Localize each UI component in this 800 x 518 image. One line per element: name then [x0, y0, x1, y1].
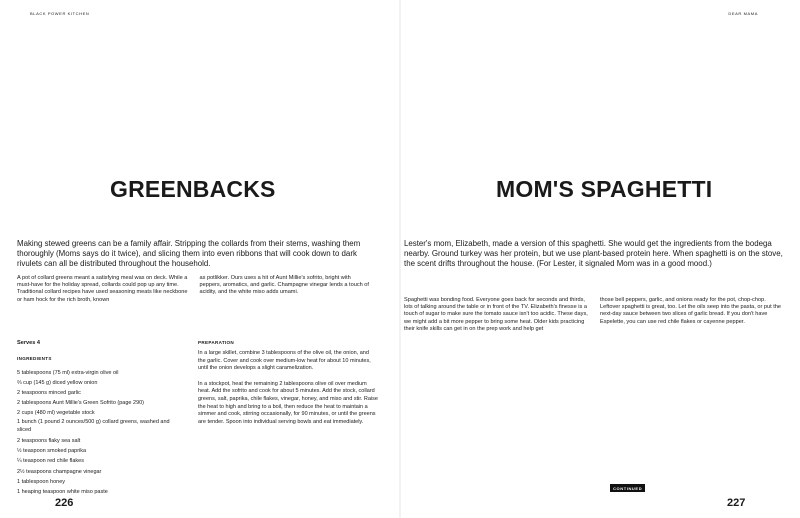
- recipe-title: GREENBACKS: [110, 176, 276, 202]
- recipe-intro: Making stewed greens can be a family affair. Stripping the collards from their stems, washing them thoroughly (Moms says do it twice), and slicing them into even ribbons that will cook down to dark rivulets can all be distributed throughout the household.: [17, 239, 361, 269]
- ingredient-item: 1 tablespoon honey: [17, 478, 66, 485]
- preparation-step: In a stockpot, heat the remaining 2 tablespoons olive oil over medium heat. Add the sofrito and cook for about 5 minutes. Add the stock, collard greens, salt, paprika, chile flakes, vinegar, honey, and miso and stir. Raise the heat to high and bring to a boil, then reduce the heat to maintain a simmer and cook, stirring occasionally, for 90 minutes, or until the greens are tender. Spoon into individual serving bowls and eat immediately.: [198, 380, 378, 425]
- ingredients-heading: INGREDIENTS: [17, 356, 52, 361]
- ingredient-item: 2 tablespoons Aunt Millie's Green Sofrito (page 290): [17, 400, 145, 407]
- ingredients-list: [17, 368, 182, 497]
- ingredient-item: 2 cups (480 ml) vegetable stock: [17, 410, 95, 417]
- headnote-column-2: those bell peppers, garlic, and onions ready for the pot, chop-chop. Leftover spaghetti is great, too. Let the oils seep into the pasta, or put the next-day sauce between two slices of garlic bread. If you don't have Espelette, you can use red chile flakes or cayenne pepper.: [600, 297, 781, 325]
- preparation-step: In a large skillet, combine 3 tablespoons of the olive oil, the onion, and the garlic. Cover and cook over medium-low heat for about 10 minutes, until the onion develops a slight caramelization.: [198, 350, 371, 372]
- headnote-columns: [17, 275, 372, 304]
- ingredient-item: ½ teaspoon smoked paprika: [17, 448, 87, 455]
- ingredient-item: 2 teaspoons flaky sea salt: [17, 438, 81, 445]
- ingredient-item: 2 teaspoons minced garlic: [17, 390, 81, 397]
- headnote-column-2: as potlikker. Ours uses a hit of Aunt Millie's sofrito, bright with peppers, aromatics, and garlic. Champagne vinegar lends a touch of acidity, and the white miso adds umami.: [199, 275, 369, 296]
- recipe-intro: Lester's mom, Elizabeth, made a version of this spaghetti. She would get the ingredients from the bodega nearby. Ground turkey was her protein, but we use plant-based protein here. When spaghetti is on the stove, the scent drifts throughout the house. (For Lester, it signaled Mom was in a good mood.): [404, 239, 783, 269]
- ingredient-item: 1 heaping teaspoon white miso paste: [17, 488, 108, 495]
- ingredient-item: 2½ teaspoons champagne vinegar: [17, 468, 102, 475]
- ingredient-item: 5 tablespoons (75 ml) extra-virgin olive oil: [17, 370, 119, 376]
- serves-label: Serves 4: [17, 340, 41, 346]
- page-number: 227: [727, 497, 746, 509]
- continued-label: CONTINUED: [610, 484, 645, 492]
- headnote-column-1: Spaghetti was bonding food. Everyone goes back for seconds and thirds, lots of talking around the table or in front of the TV. Elizabeth's finesse is a touch of sugar to make sure the tomato sauce isn't too acidic. These days, we might add a bit more pepper to bring some heat. Older kids practicing their knife skills can get in on the prep work and help get: [404, 297, 588, 332]
- preparation-steps: [198, 350, 378, 426]
- headnote-column-1: A pot of collard greens meant a satisfying meal was on deck. While a must-have for the holiday spread, collards could pop up any time. Traditional collard recipes have used seasoning meats like neckbone or ham hock for the rich broth, known: [17, 275, 188, 303]
- running-head: DEAR MAMA: [728, 11, 758, 16]
- page-number: 226: [55, 497, 74, 509]
- recipe-title: MOM'S SPAGHETTI: [496, 176, 713, 202]
- right-page: [400, 0, 800, 518]
- running-head: BLACK POWER KITCHEN: [30, 11, 90, 16]
- ingredient-item: 1 bunch (1 pound 2 ounces/500 g) collard greens, washed and sliced: [17, 419, 170, 433]
- ingredient-item: ⅔ cup (145 g) diced yellow onion: [17, 380, 98, 387]
- headnote-columns: [404, 297, 786, 333]
- ingredient-item: ¼ teaspoon red chile flakes: [17, 458, 84, 465]
- preparation-heading: PREPARATION: [198, 340, 235, 345]
